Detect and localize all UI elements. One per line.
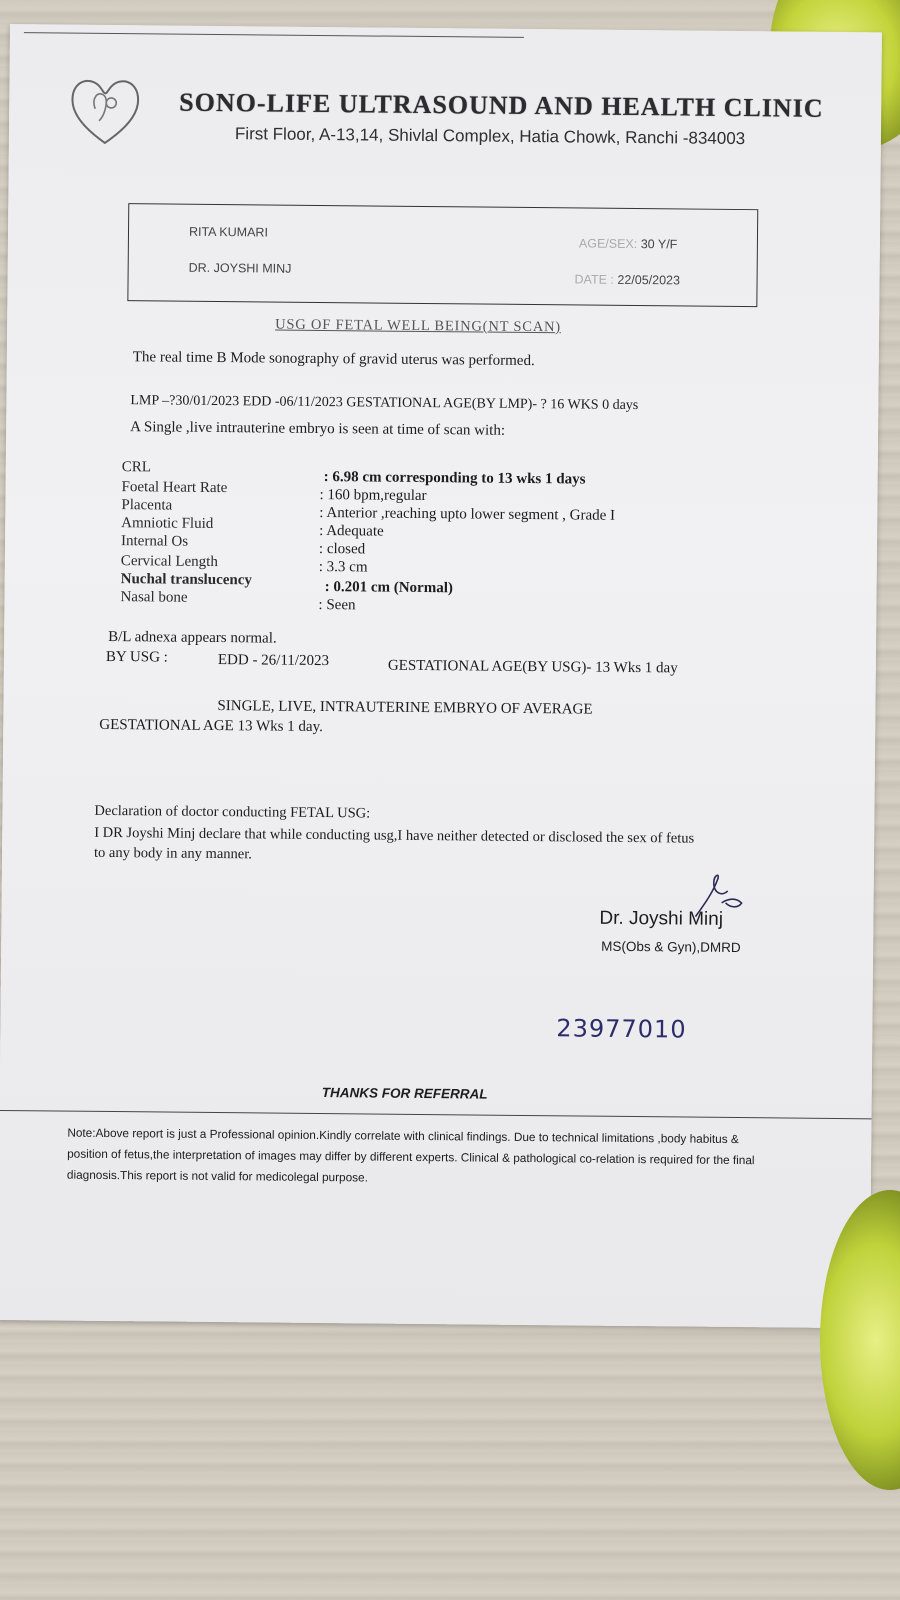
finding-label: Nuchal translucency <box>120 571 252 589</box>
lmp-line: LMP –?30/01/2023 EDD -06/11/2023 GESTATIONAL AGE(BY LMP)- ? 16 WKS 0 days <box>130 393 639 414</box>
patient-age-sex <box>579 236 678 251</box>
intro-text: The real time B Mode sonography of gravid uterus was performed. <box>132 349 535 370</box>
declaration-heading: Declaration of doctor conducting FETAL USG: <box>94 802 371 822</box>
clinic-name: SONO-LIFE ULTRASOUND AND HEALTH CLINIC <box>179 87 824 123</box>
by-usg-edd: EDD - 26/11/2023 <box>217 652 330 670</box>
finding-value: : 160 bpm,regular <box>319 486 427 505</box>
patient-info-box <box>127 203 758 307</box>
finding-value: : 6.98 cm corresponding to 13 wks 1 days <box>323 469 586 488</box>
date-value: 22/05/2023 <box>617 272 681 288</box>
finding-label: Placenta <box>121 497 173 514</box>
finding-label: Nasal bone <box>120 589 188 606</box>
age-sex-value: 30 Y/F <box>640 237 678 252</box>
doctor-qualification: MS(Obs & Gyn),DMRD <box>601 938 741 956</box>
finding-label: Cervical Length <box>120 553 218 571</box>
finding-label: Amniotic Fluid <box>121 515 214 532</box>
top-rule <box>24 32 524 38</box>
doctor-name: Dr. Joyshi Minj <box>599 907 724 930</box>
finding-label: Internal Os <box>120 533 189 550</box>
thanks-for-referral: THANKS FOR REFERRAL <box>321 1085 488 1102</box>
by-usg-label: BY USG : <box>105 648 168 666</box>
finding-value: : 0.201 cm (Normal) <box>324 579 453 597</box>
finding-label: CRL <box>121 459 152 476</box>
footer-divider <box>0 1110 872 1119</box>
finding-value: : Anterior ,reaching upto lower segment , Grade I <box>319 504 616 524</box>
finding-value: : Seen <box>318 596 356 614</box>
patient-name: RITA KUMARI <box>188 224 269 240</box>
impression-line-2: GESTATIONAL AGE 13 Wks 1 day. <box>99 716 323 736</box>
declaration-line-1: I DR Joyshi Minj declare that while conducting usg,I have neither detected or disclosed the sex of fetus <box>94 824 695 847</box>
report-date <box>575 272 681 287</box>
embryo-line: A Single ,live intrauterine embryo is seen at time of scan with: <box>130 419 506 439</box>
finding-label: Foetal Heart Rate <box>121 479 228 497</box>
date-label: DATE : <box>574 272 614 287</box>
finding-value: : closed <box>318 540 366 558</box>
finding-value: : Adequate <box>319 522 384 540</box>
disclaimer-note: Note:Above report is just a Professional opinion.Kindly correlate with clinical findings. Due to technical limitations ,body habitus & position of fetus,the interpretation of images may differ by different experts. Clinical & pathological co-relation is required for the final diagnosis.This report is not valid for medicolegal purpose. <box>66 1125 755 1185</box>
report-title: USG OF FETAL WELL BEING(NT SCAN) <box>275 316 562 336</box>
clinic-address: First Floor, A-13,14, Shivlal Complex, Hatia Chowk, Ranchi -834003 <box>234 124 746 149</box>
adnexa-text: B/L adnexa appears normal. <box>108 628 277 647</box>
finding-value: : 3.3 cm <box>318 558 368 576</box>
report-sheet <box>0 24 882 1328</box>
referred-by: DR. JOYSHI MINJ <box>188 260 292 276</box>
impression-line-1: SINGLE, LIVE, INTRAUTERINE EMBRYO OF AVERAGE <box>217 698 593 718</box>
age-sex-label: AGE/SEX: <box>578 236 638 252</box>
handwritten-number: 23977010 <box>556 1014 687 1044</box>
declaration-line-2: to any body in any manner. <box>93 844 252 863</box>
clinic-logo-icon <box>65 69 146 150</box>
by-usg-ga: GESTATIONAL AGE(BY USG)- 13 Wks 1 day <box>387 657 678 677</box>
